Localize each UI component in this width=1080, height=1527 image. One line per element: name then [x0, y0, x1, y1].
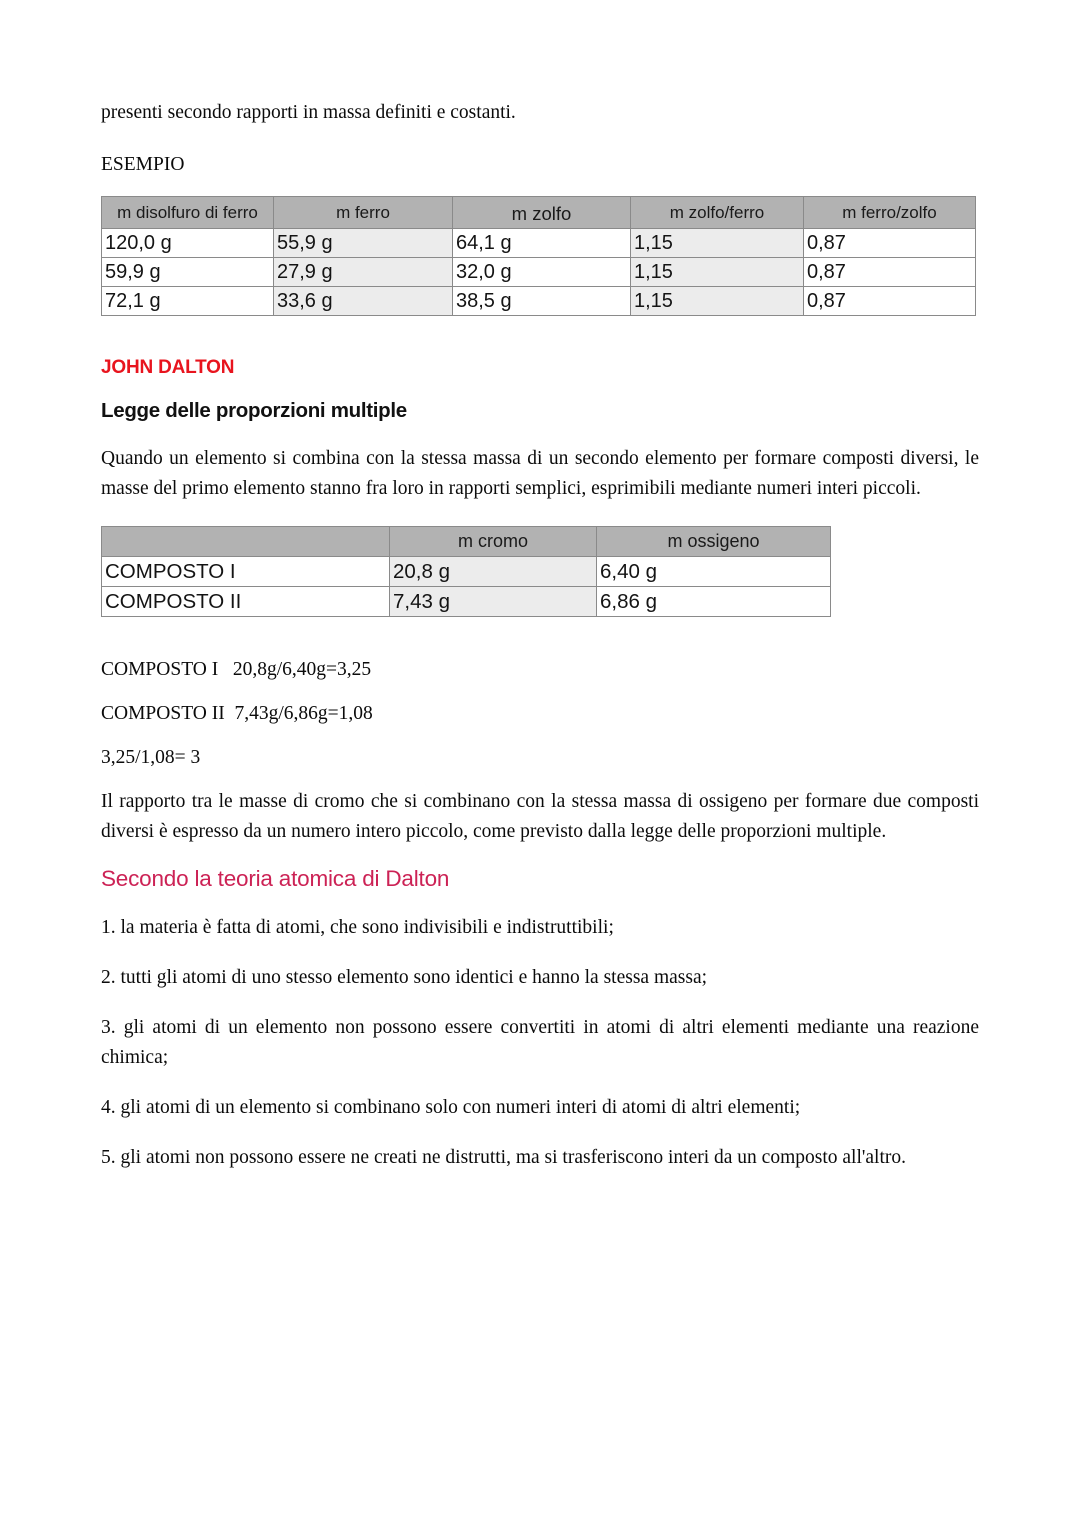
- spacer: [101, 993, 979, 1013]
- column-header-zolfo: m zolfo: [453, 197, 631, 229]
- spacer: [101, 683, 979, 701]
- table-row: [102, 287, 976, 316]
- cell-zolfo-ferro: 1,15: [631, 229, 804, 258]
- cell-disolfuro: 120,0 g: [102, 229, 274, 258]
- calculation-composto-2: COMPOSTO II 7,43g/6,86g=1,08: [101, 703, 373, 724]
- calculation-composto-1: COMPOSTO I 20,8g/6,40g=3,25: [101, 659, 372, 680]
- esempio-label: ESEMPIO: [101, 154, 185, 175]
- cell-ferro: 27,9 g: [274, 258, 453, 287]
- cell-composto-label: COMPOSTO I: [102, 557, 390, 587]
- spacer: [101, 316, 979, 356]
- conclusion-paragraph: Il rapporto tra le masse di cromo che si combinano con la stessa massa di ossigeno per formare due composti diversi è espresso da un numero intero piccolo, come previsto dalla legge delle proporzioni multiple.: [101, 791, 979, 842]
- table-header-row: [102, 197, 976, 229]
- table-row: [102, 557, 831, 587]
- cell-zolfo-ferro: 1,15: [631, 258, 804, 287]
- theory-point-4: 4. gli atomi di un elemento si combinano solo con numeri interi di atomi di altri elementi;: [101, 1097, 801, 1118]
- cell-disolfuro: 59,9 g: [102, 258, 274, 287]
- spacer: [101, 893, 979, 913]
- spacer: [101, 617, 979, 657]
- table-header-row: [102, 527, 831, 557]
- spacer: [101, 1123, 979, 1143]
- cell-zolfo-ferro: 1,15: [631, 287, 804, 316]
- spacer: [101, 504, 979, 526]
- spacer: [101, 727, 979, 745]
- cell-ferro-zolfo: 0,87: [804, 287, 976, 316]
- table-row: [102, 258, 976, 287]
- column-header-zolfo-ferro: m zolfo/ferro: [631, 197, 804, 229]
- column-header-ossigeno: m ossigeno: [597, 527, 831, 557]
- cell-ferro-zolfo: 0,87: [804, 258, 976, 287]
- cell-zolfo: 64,1 g: [453, 229, 631, 258]
- spacer: [101, 847, 979, 865]
- table-composti: [101, 526, 831, 617]
- theory-point-1: 1. la materia è fatta di atomi, che sono indivisibili e indistruttibili;: [101, 917, 614, 938]
- cell-zolfo: 38,5 g: [453, 287, 631, 316]
- cell-ossigeno: 6,40 g: [597, 557, 831, 587]
- cell-ferro: 55,9 g: [274, 229, 453, 258]
- table-row: [102, 229, 976, 258]
- spacer: [101, 943, 979, 963]
- spacer: [101, 380, 979, 398]
- cell-disolfuro: 72,1 g: [102, 287, 274, 316]
- cell-ossigeno: 6,86 g: [597, 587, 831, 617]
- spacer: [101, 771, 979, 787]
- theory-point-3: 3. gli atomi di un elemento non possono essere convertiti in atomi di altri elementi mediante una reazione chimica;: [101, 1017, 979, 1068]
- cell-cromo: 7,43 g: [390, 587, 597, 617]
- spacer: [101, 1073, 979, 1093]
- heading-teoria-atomica: Secondo la teoria atomica di Dalton: [101, 866, 450, 891]
- heading-john-dalton: JOHN DALTON: [101, 357, 235, 378]
- document-content: [101, 98, 979, 1173]
- spacer: [101, 180, 979, 196]
- cell-ferro: 33,6 g: [274, 287, 453, 316]
- cell-composto-label: COMPOSTO II: [102, 587, 390, 617]
- column-header-ferro-zolfo: m ferro/zolfo: [804, 197, 976, 229]
- column-header-disolfuro: m disolfuro di ferro: [102, 197, 274, 229]
- law-paragraph: Quando un elemento si combina con la stessa massa di un secondo elemento per formare composti diversi, le masse del primo elemento stanno fra loro in rapporti semplici, esprimibili mediante numeri interi piccoli.: [101, 448, 979, 499]
- heading-legge-proporzioni-multiple: Legge delle proporzioni multiple: [101, 399, 407, 422]
- theory-point-5: 5. gli atomi non possono essere ne creati ne distrutti, ma si trasferiscono interi da un composto all'altro.: [101, 1147, 906, 1168]
- cell-cromo: 20,8 g: [390, 557, 597, 587]
- column-header-empty: [102, 527, 390, 557]
- table-row: [102, 587, 831, 617]
- theory-point-2: 2. tutti gli atomi di uno stesso elemento sono identici e hanno la stessa massa;: [101, 967, 708, 988]
- spacer: [101, 128, 979, 150]
- column-header-cromo: m cromo: [390, 527, 597, 557]
- calculation-ratio: 3,25/1,08= 3: [101, 747, 201, 768]
- spacer: [101, 424, 979, 444]
- intro-paragraph: presenti secondo rapporti in massa definiti e costanti.: [101, 102, 516, 123]
- cell-zolfo: 32,0 g: [453, 258, 631, 287]
- table-esempio: [101, 196, 976, 316]
- cell-ferro-zolfo: 0,87: [804, 229, 976, 258]
- column-header-ferro: m ferro: [274, 197, 453, 229]
